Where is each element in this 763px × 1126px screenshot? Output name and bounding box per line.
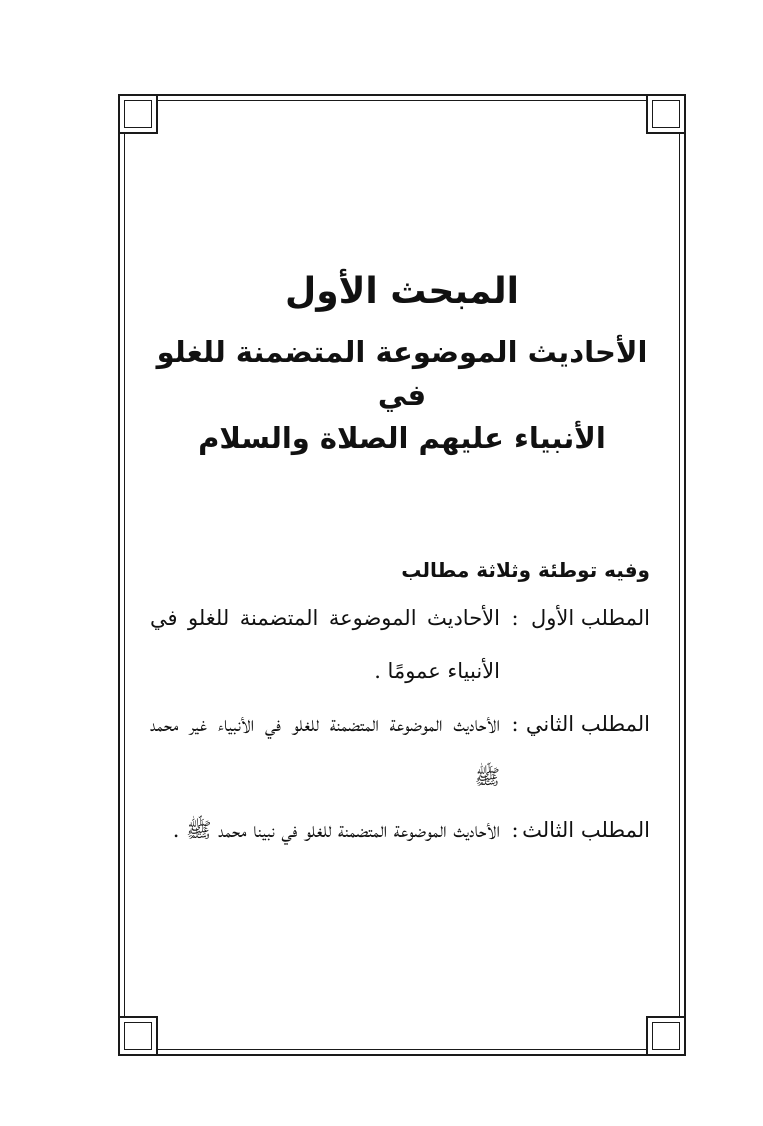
- item-label: المطلب الثاني: [525, 712, 650, 736]
- item-label: المطلب الثالث: [522, 818, 650, 842]
- list-item: [150, 818, 650, 857]
- corner-ornament-top-right: [646, 94, 686, 134]
- item-text: الأحاديث الموضوعة المتضمنة للغلو في نبينا محمد ﷺ .: [172, 818, 500, 842]
- item-text: الأحاديث الموضوعة المتضمنة للغلو في الأنبياء عمومًا .: [150, 606, 500, 683]
- chapter-subtitle-line2: في: [377, 377, 427, 412]
- item-label: المطلب الأول: [530, 606, 650, 630]
- chapter-subtitle-line1: الأحاديث الموضوعة المتضمنة للغلو: [156, 335, 648, 370]
- corner-ornament-bottom-right: [646, 1016, 686, 1056]
- list-item: [150, 606, 650, 698]
- item-colon: :: [511, 606, 519, 630]
- section-intro: وفيه توطئة وثلاثة مطالب: [401, 558, 650, 582]
- section-list: [150, 606, 650, 871]
- item-colon: :: [511, 818, 519, 842]
- list-item: [150, 712, 650, 804]
- chapter-subtitle-line3: الأنبياء عليهم الصلاة والسلام: [198, 420, 606, 455]
- chapter-heading-block: [150, 240, 654, 456]
- item-colon: :: [511, 712, 519, 736]
- corner-ornament-bottom-left: [118, 1016, 158, 1056]
- item-text: الأحاديث الموضوعة المتضمنة للغلو في الأنبياء غير محمد ﷺ: [150, 712, 500, 789]
- chapter-title: المبحث الأول: [284, 271, 520, 312]
- corner-ornament-top-left: [118, 94, 158, 134]
